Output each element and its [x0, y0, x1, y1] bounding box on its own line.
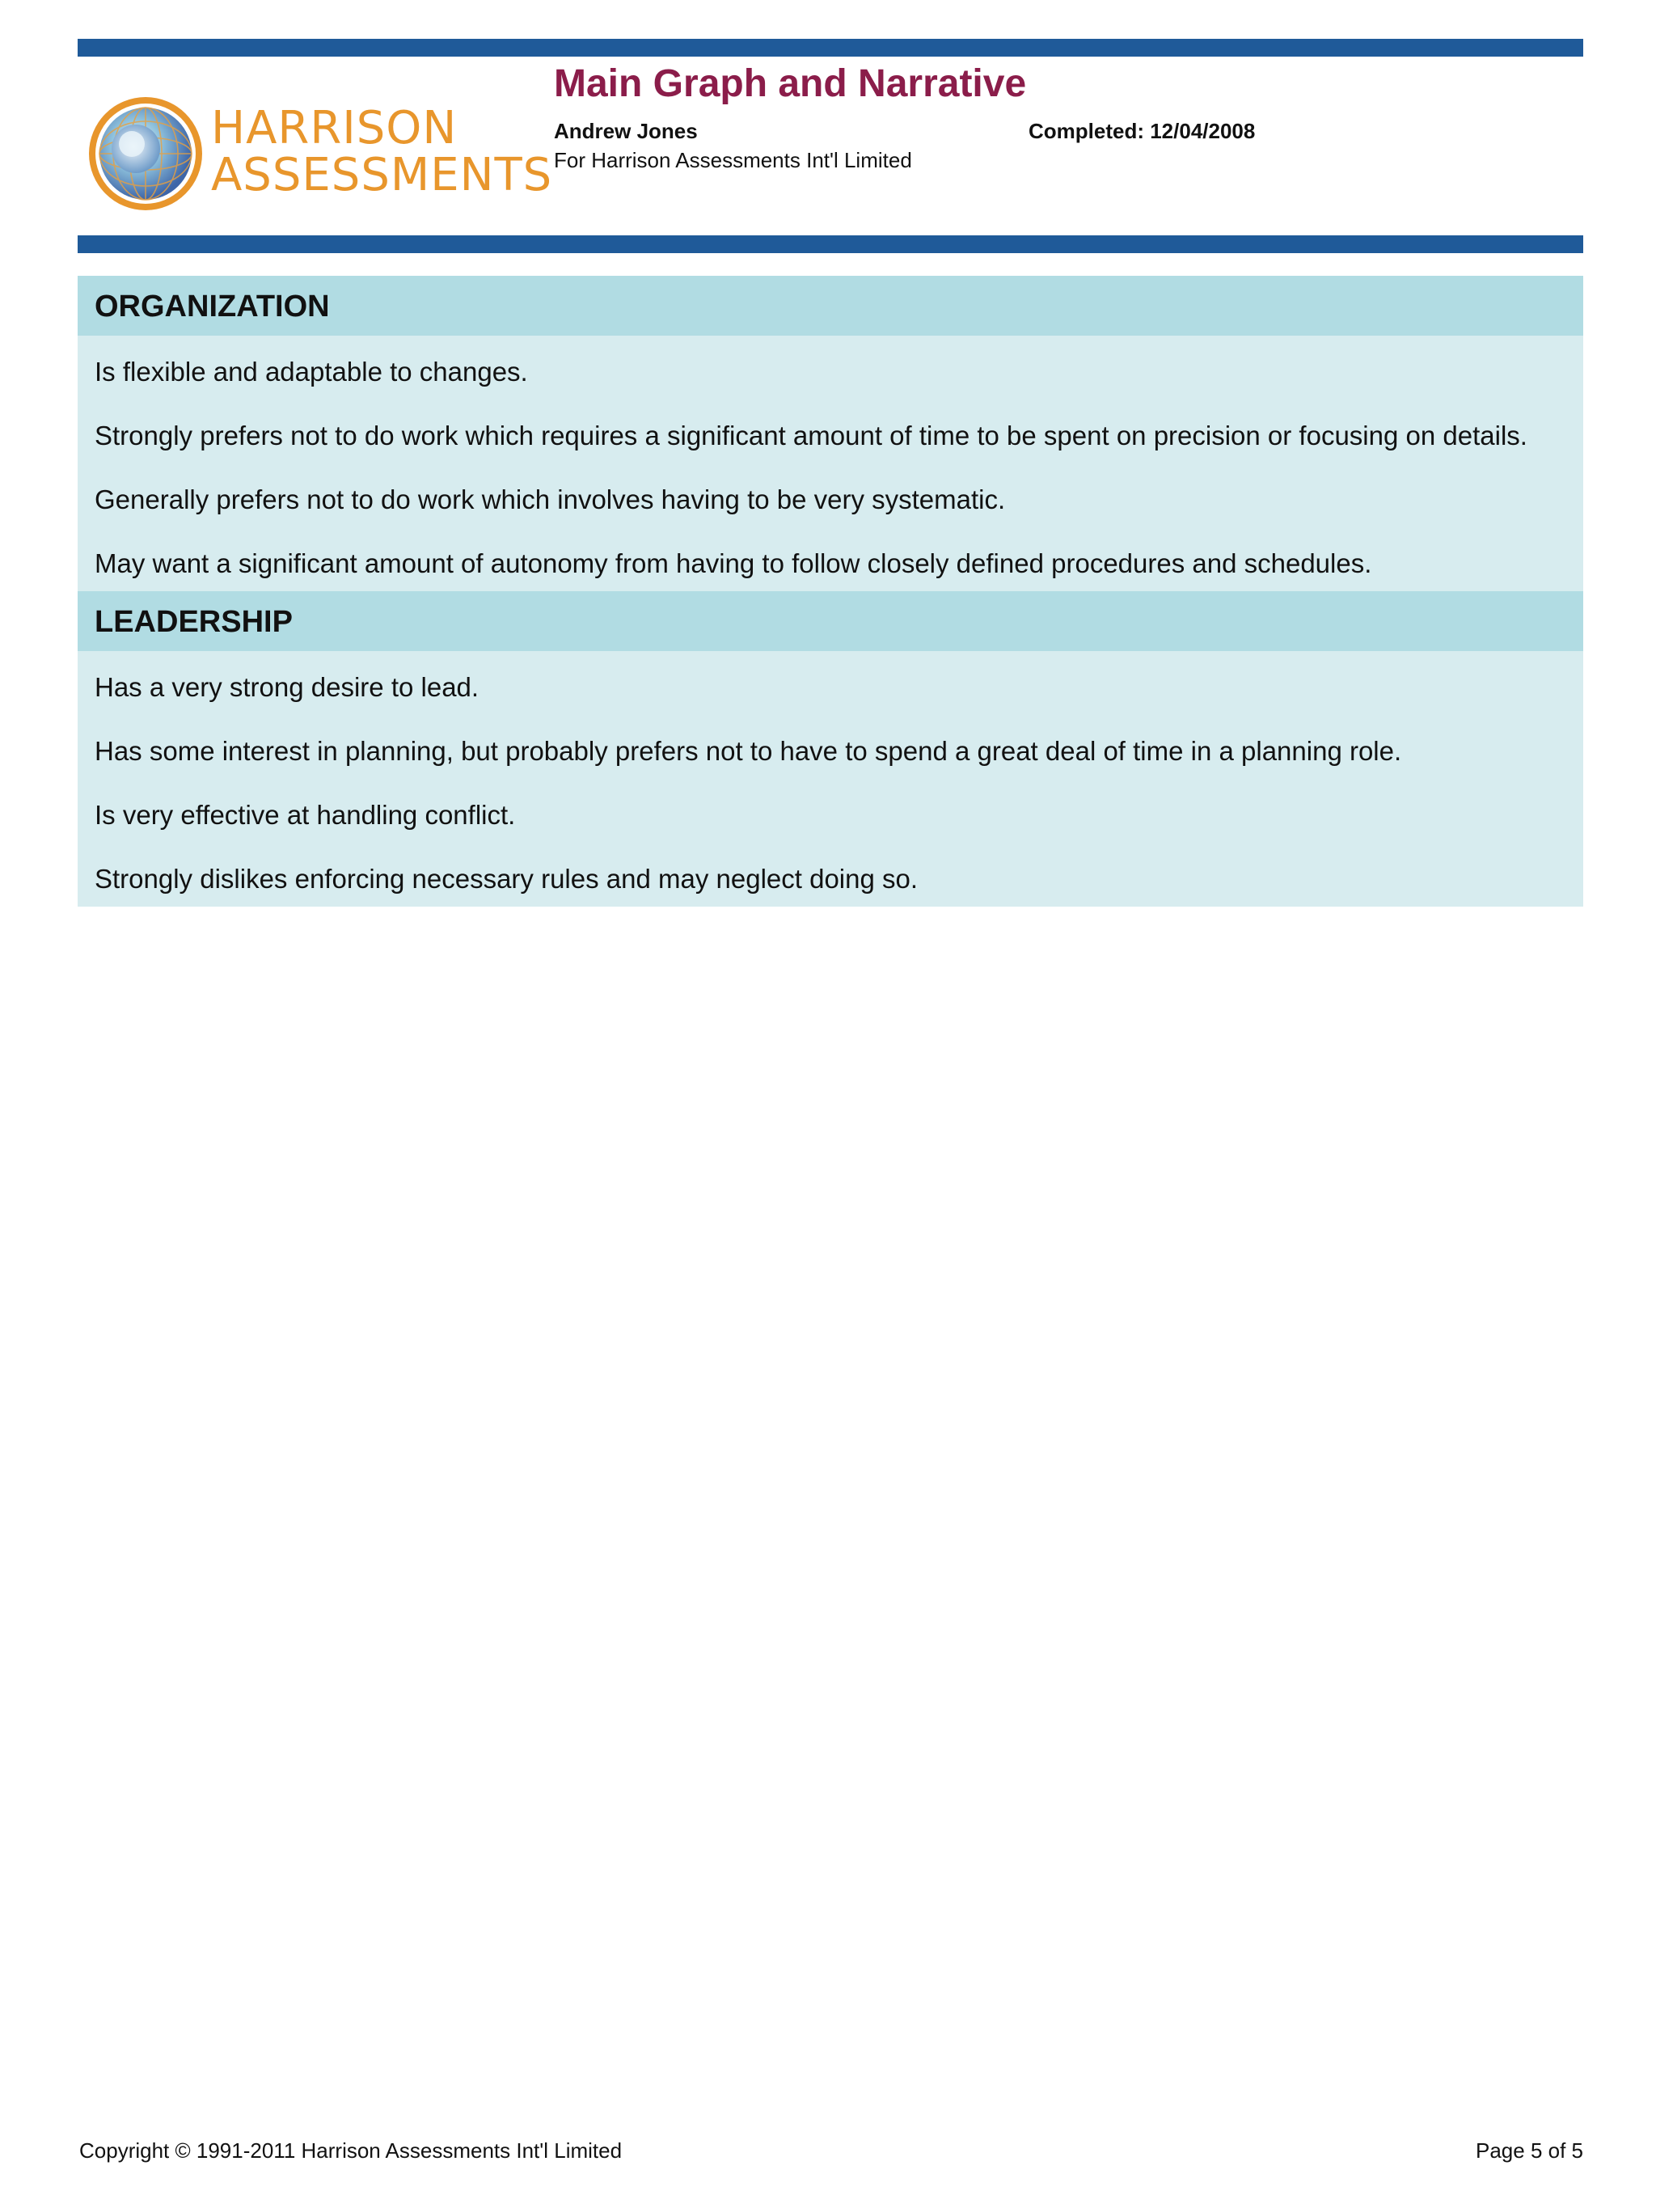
section-body	[78, 651, 1583, 907]
candidate-name: Andrew Jones	[554, 119, 698, 143]
header-bottom-rule	[78, 235, 1583, 253]
completed-date: Completed: 12/04/2008	[1029, 119, 1256, 143]
narrative-item: Strongly dislikes enforcing necessary rules and may neglect doing so.	[95, 864, 919, 894]
for-company: For Harrison Assessments Int'l Limited	[554, 148, 912, 172]
section-body	[78, 336, 1583, 591]
narrative-item: Strongly prefers not to do work which requires a significant amount of time to be spent on precision or focusing on details.	[95, 421, 1527, 450]
harrison-assessments-logo	[86, 91, 553, 217]
narrative-item: Has a very strong desire to lead.	[95, 672, 479, 702]
footer-page-number: Page 5 of 5	[1476, 2138, 1583, 2163]
report-page	[78, 0, 1583, 2212]
report-title: Main Graph and Narrative	[554, 62, 1027, 105]
section-title: ORGANIZATION	[78, 276, 1583, 336]
narrative-item: Is very effective at handling conflict.	[95, 800, 516, 830]
logo-line-2: ASSESSMENTS	[211, 149, 553, 201]
narrative-item: Has some interest in planning, but probably prefers not to have to spend a great deal of time in a planning role.	[95, 736, 1402, 766]
section-organization	[78, 276, 1583, 591]
section-title: LEADERSHIP	[78, 591, 1583, 651]
header-top-rule	[78, 39, 1583, 57]
section-leadership	[78, 591, 1583, 907]
footer-copyright: Copyright © 1991-2011 Harrison Assessments Int'l Limited	[79, 2138, 623, 2163]
narrative-item: May want a significant amount of autonomy from having to follow closely defined procedures and schedules.	[95, 548, 1372, 578]
globe-logo-icon	[86, 91, 207, 217]
logo-line-1: HARRISON	[211, 102, 458, 154]
narrative-item: Generally prefers not to do work which involves having to be very systematic.	[95, 484, 1006, 514]
narrative-item: Is flexible and adaptable to changes.	[95, 357, 528, 387]
narrative-content	[78, 276, 1583, 907]
logo-wordmark	[211, 102, 553, 201]
